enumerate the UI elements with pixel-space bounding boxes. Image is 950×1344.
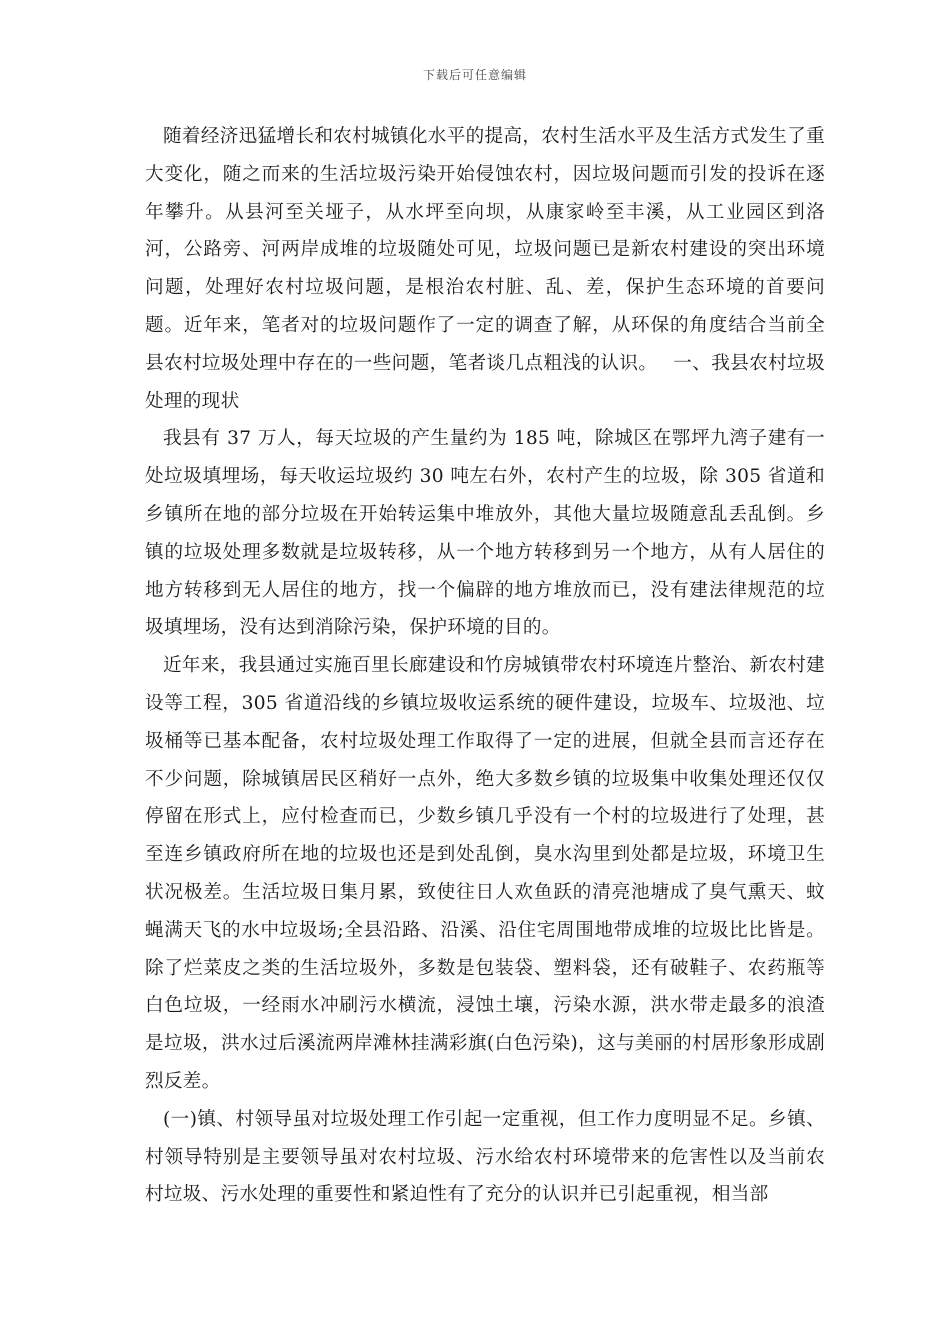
- paragraph-recent-years: 近年来，我县通过实施百里长廊建设和竹房城镇带农村环境连片整治、新农村建设等工程，305 省道沿线的乡镇垃圾收运系统的硬件建设，垃圾车、垃圾池、垃圾桶等已基本配备，农村垃圾处理工作取得了一定的进展，但就全县而言还存在不少问题，除城镇居民区稍好一点外，绝大多数乡镇的垃圾集中收集处理还仅仅停留在形式上，应付检查而已，少数乡镇几乎没有一个村的垃圾进行了处理，甚至连乡镇政府所在地的垃圾也还是到处乱倒，臭水沟里到处都是垃圾，环境卫生状况极差。生活垃圾日集月累，致使往日人欢鱼跃的清亮池塘成了臭气熏天、蚊蝇满天飞的水中垃圾场;全县沿路、沿溪、沿住宅周围地带成堆的垃圾比比皆是。除了烂菜皮之类的生活垃圾外，多数是包装袋、塑料袋，还有破鞋子、农药瓶等白色垃圾，一经雨水冲刷污水横流，浸蚀土壤，污染水源，洪水带走最多的浪渣是垃圾，洪水过后溪流两岸滩林挂满彩旗(白色污染)，这与美丽的村居形象形成剧烈反差。: [145, 655, 825, 1092]
- paragraph-section-one: (一)镇、村领导虽对垃圾处理工作引起一定重视，但工作力度明显不足。乡镇、村领导特别是主要领导虽对农村垃圾、污水给农村环境带来的危害性以及当前农村垃圾、污水处理的重要性和紧迫性有了充分的认识并已引起重视，相当部: [145, 1108, 825, 1206]
- page-header: 下载后可任意编辑: [422, 68, 527, 82]
- paragraph-intro: 随着经济迅猛增长和农村城镇化水平的提高，农村生活水平及生活方式发生了重大变化，随之而来的生活垃圾污染开始侵蚀农村，因垃圾问题而引发的投诉在逐年攀升。从县河至关垭子，从水坪至向坝，从康家岭至丰溪，从工业园区到洛河，公路旁、河两岸成堆的垃圾随处可见，垃圾问题已是新农村建设的突出环境问题，处理好农村垃圾问题，是根治农村脏、乱、差，保护生态环境的首要问题。近年来，笔者对的垃圾问题作了一定的调查了解，从环保的角度结合当前全县农村垃圾处理中存在的一些问题，笔者谈几点粗浅的认识。 一、我县农村垃圾处理的现状: [145, 126, 825, 412]
- document-body: [145, 118, 825, 1214]
- paragraph-current-status: 我县有 37 万人，每天垃圾的产生量约为 185 吨，除城区在鄂坪九湾子建有一处垃圾填埋场，每天收运垃圾约 30 吨左右外，农村产生的垃圾，除 305 省道和乡镇所在地的部分垃圾在开始转运集中堆放外，其他大量垃圾随意乱丢乱倒。乡镇的垃圾处理多数就是垃圾转移，从一个地方转移到另一个地方，从有人居住的地方转移到无人居住的地方，找一个偏辟的地方堆放而已，没有建法律规范的垃圾填埋场，没有达到消除污染，保护环境的目的。: [145, 428, 825, 639]
